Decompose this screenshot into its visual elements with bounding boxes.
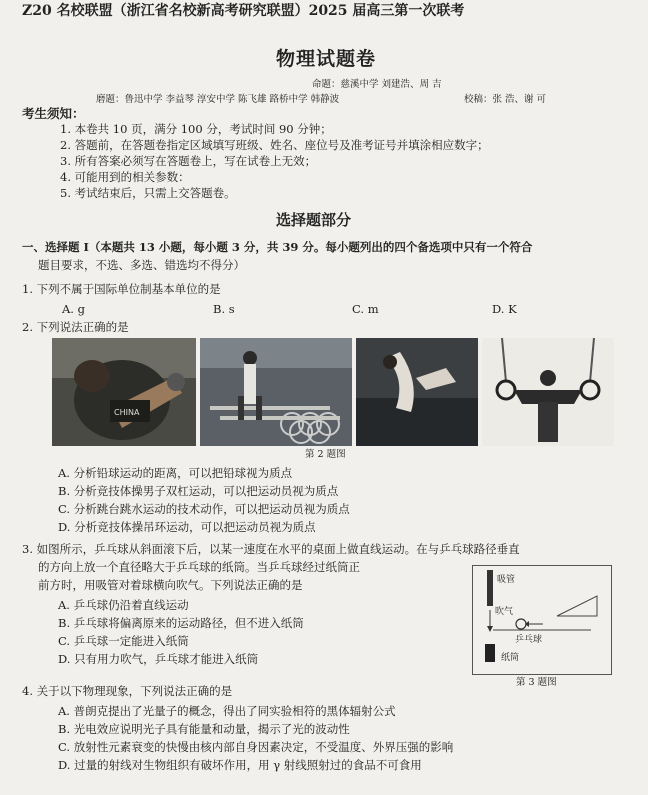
notice-item: 5. 考试结束后，只需上交答题卷。	[60, 186, 236, 200]
q1-option-b: B. s	[213, 302, 235, 316]
q3-option-b: B. 乒乓球将偏离原来的运动路径，但不进入纸筒	[58, 616, 304, 630]
photo-rings	[482, 338, 614, 446]
notice-title: 考生须知：	[22, 106, 85, 121]
notice-item: 4. 可能用到的相关参数：	[60, 170, 190, 184]
q4-option-b: B. 光电效应说明光子具有能量和动量，揭示了光的波动性	[58, 722, 350, 736]
q3-stem-line2: 的方向上放一个直径略大于乒乓球的纸筒。当乒乓球经过纸筒正	[38, 560, 360, 574]
fig-label-blow: 吹气	[495, 607, 514, 617]
credits-line-1: 命题：慈溪中学 刘建浩、周 吉	[312, 79, 442, 90]
section-heading: 一、选择题 I（本题共 13 小题，每小题 3 分，共 39 分。每小题列出的四个备选项中只有一个符合	[22, 240, 533, 254]
fig-label-ball: 乒乓球	[515, 635, 543, 645]
q4-option-d: D. 过量的射线对生物组织有破坏作用，用 γ 射线照射过的食品不可食用	[58, 758, 422, 772]
q2-option-d: D. 分析竞技体操吊环运动，可以把运动员视为质点	[58, 520, 316, 534]
jersey-text: CHINA	[114, 408, 140, 417]
q3-figure-caption: 第 3 题图	[516, 677, 557, 688]
q3-stem-line1: 3. 如图所示，乒乓球从斜面滚下后，以某一速度在水平的桌面上做直线运动。在与乒乓球路径垂直	[22, 542, 520, 556]
photo-shot-put	[52, 338, 196, 446]
q3-figure	[472, 565, 612, 675]
fig-label-straw: 吸管	[497, 575, 516, 585]
q2-option-c: C. 分析跳台跳水运动的技术动作，可以把运动员视为质点	[58, 502, 350, 516]
notice-item: 1. 本卷共 10 页，满分 100 分，考试时间 90 分钟；	[60, 122, 332, 136]
q1-option-d: D. K	[492, 302, 517, 316]
q1-stem: 1. 下列不属于国际单位制基本单位的是	[22, 282, 221, 296]
section-heading-cont: 题目要求，不选、多选、错选均不得分）	[38, 258, 245, 272]
notice-item: 2. 答题前，在答题卷指定区域填写班级、姓名、座位号及准考证号并填涂相应数字；	[60, 138, 489, 152]
q2-stem: 2. 下列说法正确的是	[22, 320, 129, 334]
q3-option-a: A. 乒乓球仍沿着直线运动	[58, 598, 189, 612]
q4-stem: 4. 关于以下物理现象，下列说法正确的是	[22, 684, 233, 698]
credits-line-2: 磨题：鲁迅中学 李益琴 淳安中学 陈飞雄 路桥中学 韩静波	[96, 94, 340, 105]
q4-option-c: C. 放射性元素衰变的快慢由核内部自身因素决定，不受温度、外界压强的影响	[58, 740, 454, 754]
q3-option-d: D. 只有用力吹气，乒乓球才能进入纸筒	[58, 652, 259, 666]
q4-option-a: A. 普朗克提出了光量子的概念，得出了同实验相符的黑体辐射公式	[58, 704, 396, 718]
q3-option-c: C. 乒乓球一定能进入纸筒	[58, 634, 189, 648]
q3-stem-line3: 前方时，用吸管对着球横向吹气。下列说法正确的是	[38, 578, 303, 592]
notice-item: 3. 所有答案必须写在答题卷上，写在试卷上无效；	[60, 154, 317, 168]
q2-figure-caption: 第 2 题图	[305, 449, 346, 460]
section-title: 选择题部分	[276, 211, 352, 229]
fig-label-tube: 纸筒	[501, 653, 520, 663]
exam-title-line: Z20 名校联盟（浙江省名校新高考研究联盟）2025 届高三第一次联考	[22, 3, 465, 19]
q1-option-c: C. m	[352, 302, 379, 316]
photo-diving	[356, 338, 478, 446]
q1-option-a: A. g	[62, 302, 85, 316]
page-title: 物理试题卷	[276, 48, 377, 70]
q2-option-a: A. 分析铅球运动的距离，可以把铅球视为质点	[58, 466, 293, 480]
photo-parallel-bars	[200, 338, 352, 446]
credits-line-3: 校稿：张 浩、谢 可	[464, 94, 547, 105]
q2-option-b: B. 分析竞技体操男子双杠运动，可以把运动员视为质点	[58, 484, 339, 498]
